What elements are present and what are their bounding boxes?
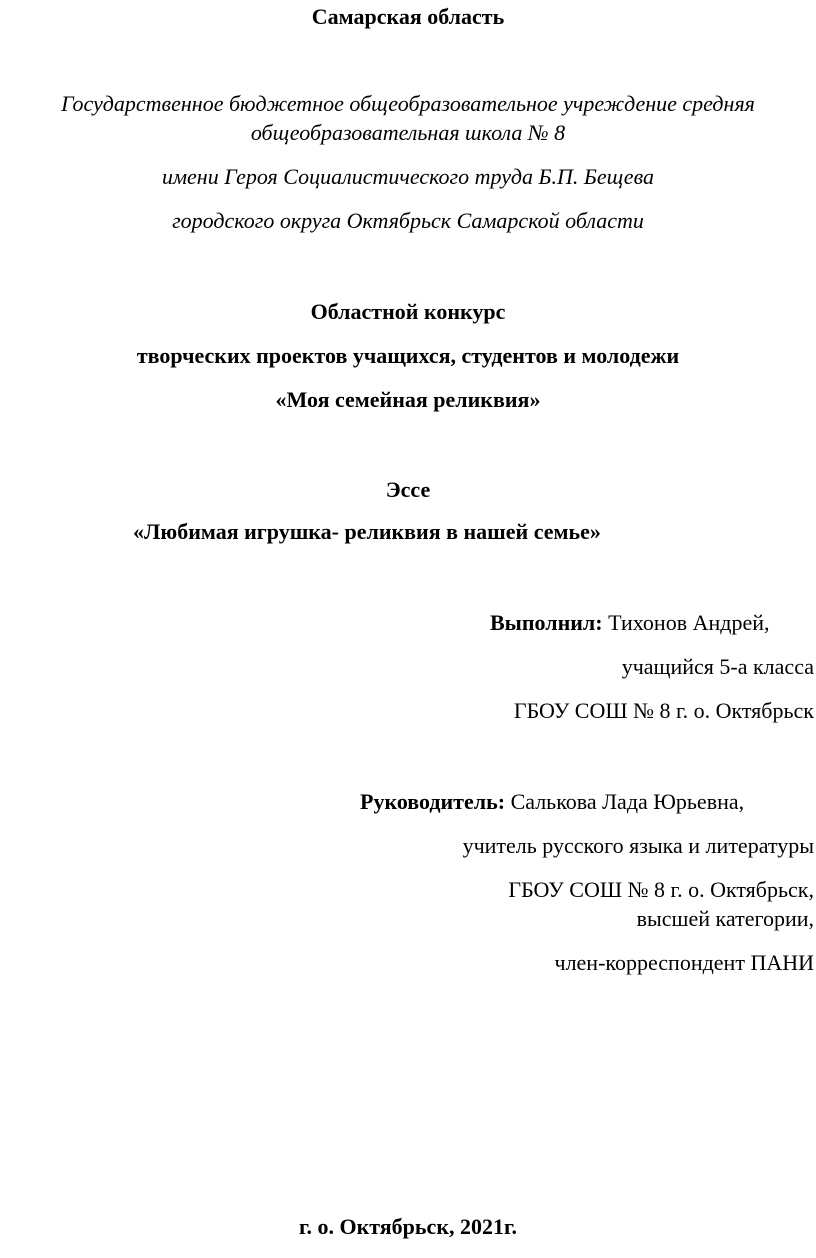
supervisor-label: Руководитель: [360, 789, 506, 814]
supervisor-line [360, 788, 744, 816]
school-name-line-3: имени Героя Социалистического труда Б.П. Бещева [162, 164, 654, 189]
school-name-line-2: общеобразовательная школа № 8 [250, 120, 566, 145]
supervisor-name: Салькова Лада Юрьевна, [505, 789, 745, 814]
supervisor-position: учитель русского языка и литературы [462, 833, 814, 858]
contest-title-line-3: «Моя семейная реликвия» [275, 387, 541, 412]
school-name-line-1: Государственное бюджетное общеобразовательное учреждение средняя [61, 91, 755, 116]
supervisor-school: ГБОУ СОШ № 8 г. о. Октябрьск, [508, 877, 814, 902]
contest-title-line-1: Областной конкурс [310, 299, 506, 324]
essay-genre: Эссе [385, 477, 431, 502]
supervisor-category: высшей категории, [636, 906, 814, 931]
author-school: ГБОУ СОШ № 8 г. о. Октябрьск [513, 698, 814, 723]
author-line [490, 609, 770, 637]
author-grade: учащийся 5-а класса [621, 654, 814, 679]
footer-place-year: г. о. Октябрьск, 2021г. [298, 1214, 518, 1239]
essay-title: «Любимая игрушка- реликвия в нашей семье» [133, 519, 601, 544]
author-name: Тихонов Андрей, [602, 610, 770, 635]
supervisor-membership: член-корреспондент ПАНИ [554, 950, 814, 975]
region-heading: Самарская область [311, 4, 505, 29]
author-label: Выполнил: [490, 610, 603, 635]
school-name-line-4: городского округа Октябрьск Самарской области [172, 208, 644, 233]
contest-title-line-2: творческих проектов учащихся, студентов и молодежи [136, 343, 680, 368]
